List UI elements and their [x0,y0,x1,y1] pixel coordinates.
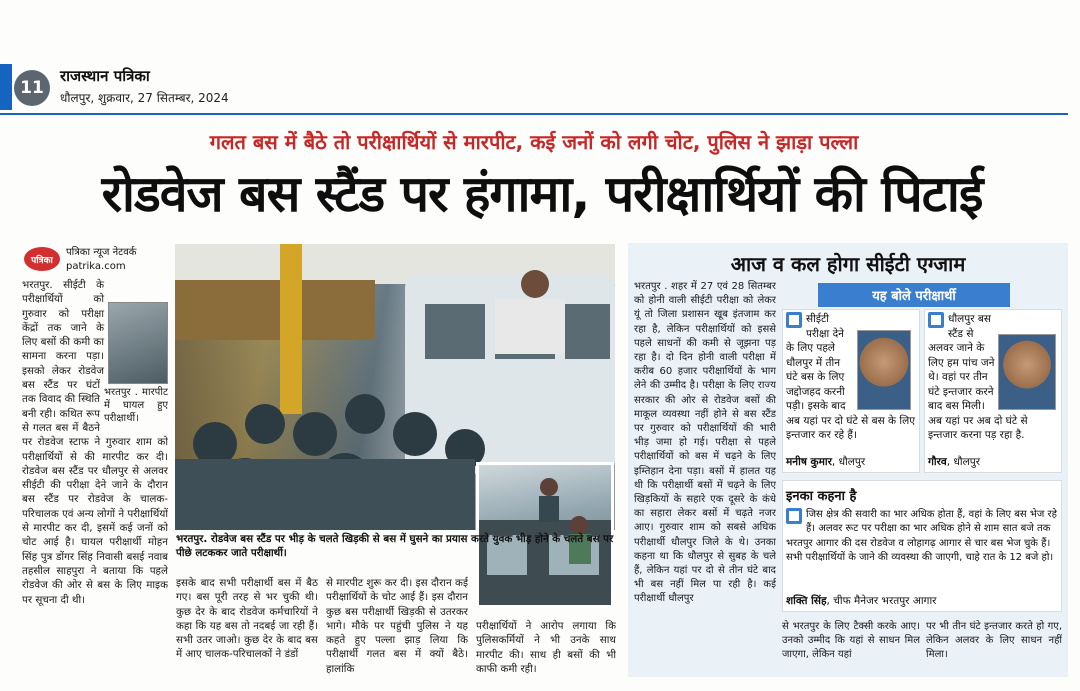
official-title: इनका कहना है [786,489,857,504]
sidebar-title: आज व कल होगा सीईटी एग्जाम [730,252,966,276]
dateline: धौलपुर, शुक्रवार, 27 सितम्बर, 2024 [60,91,229,105]
quote1-spacer [850,312,918,412]
paper-name: राजस्थान पत्रिका [60,67,150,85]
quote2-icon [928,312,944,328]
column-3-body: से मारपीट शुरू कर दी। इस दौरान कई परीक्षार्थियों के चोट आई हैं। इस दौरान कुछ बस परीक्षार्थी खिड़की से उतरकर भागे। मौके पर पहुंची पुलिस ने यह कहते हुए पल्ला झाड़ लिया कि परीक्षार्थी गलत बस में क्यों बैठे। हालांकि [326,577,468,675]
column-4-body: परीक्षार्थियों ने आरोप लगाया कि पुलिसकर्मियों ने भी उनके साथ मारपीट की। साथ ही बसों की भी काफी कमी रही। [476,620,616,675]
sidebar-body: भरतपुर . शहर में 27 एवं 28 सितम्बर को होनी वाली सीईटी परीक्षा को लेकर यूं तो जिला प्रशासन खूब इंतजाम कर रहा है, लेकिन परीक्षार्थियों को इससे पहले साधनों की कमी से जूझना पड़ रहा है। दो दिन होनी वाली परीक्षा में करीब 60 हजार परीक्षार्थियों के भाग लेने की उम्मीद है। परीक्षा के लिए राज्य सरकार की ओर से रोडवेज बसों की माकूल व्यवस्था नहीं होने से बस स्टैंड पर गुरुवार को परीक्षार्थियों की भारी भीड़ जमा हो गई। परीक्षा से पहले परीक्षार्थियों को बस में चढ़ने के लिए इम्तिहान देना पड़ा। बसों में हालत यह थी कि परीक्षार्थी बसों में चढ़ने के लिए खिड़कियों के सहारे एक दूसरे के कंधे का सहारा लेकर बसों में चढ़ते नजर आए। गुरुवार शाम को सबसे अधिक परीक्षार्थी धौलपुर जिले के थे। उनका कहना था कि धौलपुर से सुबह के चले हैं, लेकिन यहां पर दो से तीन घंटे बाद भी बस नहीं मिल पा रही है। कई परीक्षार्थी धौलपुर [634,281,776,605]
injured-photo [108,302,168,384]
byline-site: patrika.com [66,261,126,272]
quote1-attribution [786,455,918,470]
column-1-body [22,278,168,680]
quote1-name: मनीष कुमार [786,456,832,468]
byline-network: पत्रिका न्यूज नेटवर्क [66,247,137,258]
quote2-attribution [928,455,1060,470]
quote1-icon [786,312,802,328]
sidebar-bottom-col-1: से भरतपुर के लिए टैक्सी करके आए। उनको उम्मीद कि यहां से साधन मिल जाएगा, लेकिन यहां [782,621,920,661]
quote2-name: गौरव [928,456,947,468]
quote2-place: , धौलपुर [946,456,980,468]
page-number: 11 [14,70,50,106]
official-attribution [786,594,1058,609]
quote2-text-wrap [928,312,1060,444]
quote2-text: धौलपुर बस स्टैंड से अलवर जाने के लिए हम पांच जने थे। वहां पर तीन घंटे इन्तजार करने बाद बस मिली। अब यहां पर अब दो घंटे से इन्तजार करना पड़ रहा है. [928,313,1028,441]
quote1-text: सीईटी परीक्षा देने के लिए पहले धौलपुर में तीन घंटे बस के लिए जद्दोजहद करनी पड़ी। इसके बाद अब यहां पर दो घंटे से बस के लिए इन्तजार कर रहे हैं। [786,313,916,441]
column-1-text: भरतपुर. सीईटी के परीक्षार्थियों को गुरुवार को परीक्षा केंद्रों तक जाने के लिए बसों की कमी का सामना करना पड़ा। इसको लेकर रोडवेज बस स्टैंड पर घंटों तक विवाद की स्थिति बनी रही। कथित रूप से गलत बस में बैठने पर रोडवेज स्टाफ ने गुरुवार शाम को परीक्षार्थियों से की मारपीट कर दी। रोडवेज बस स्टैंड पर धौलपुर से अलवर सीईटी की परीक्षा देने जाने के दौरान बस स्टैंड पर रोडवेज के चालक-परिचालक एवं अन्य लोगों ने परीक्षार्थियों से मारपीट कर दी, इसमें कई जनों को चोट आई है। घायल परीक्षार्थी मोहन सिंह पुत्र डोंगर सिंह निवासी बसई नवाब तहसील साहपुरा ने बताया कि पहले रोडवेज की ओर से बस के लिए माइक पर सूचना दी थी। [22,279,168,606]
sidebar-bottom-col-2: पर भी तीन घंटे इन्तजार करते हो गए, लेकिन अलवर के लिए साधन नहीं मिला। [926,621,1062,661]
thumb-caption: भरतपुर . मारपीट में घायल हुए परीक्षार्थी। [104,387,168,424]
header-accent-bar [0,64,12,110]
photo-caption-text: भरतपुर. रोडवेज बस स्टैंड पर भीड़ के चलते खिड़की से बस में घुसने का प्रयास करते युवक भीड़ होने के चलते बस पर पीछे लटककर जाते परीक्षार्थी। [176,533,614,559]
quote1-place: , धौलपुर [831,456,866,468]
official-quote-icon [786,508,802,524]
header-rule [0,113,1068,115]
byline [66,246,136,274]
subheadline: गलत बस में बैठे तो परीक्षार्थियों से मारपीट, कई जनों को लगी चोट, पुलिस ने झाड़ा पल्ला [209,130,859,154]
official-role: , चीफ मैनेजर भरतपुर आगार [826,595,937,607]
quote2-spacer [996,312,1060,412]
quotes-title: यह बोले परीक्षार्थी [818,283,1010,307]
photo-caption [176,532,614,560]
headline: रोडवेज बस स्टैंड पर हंगामा, परीक्षार्थियों की पिटाई [101,165,983,223]
official-text: जिस क्षेत्र की सवारी का भार अधिक होता हैं, वहां के लिए बस भेज रहे हैं। अलवर रूट पर परीक्षा का भार अधिक होने से शाम सात बजे तक भरतपुर आगार की दस रोडवेज व लोहागढ़ आगार से चार बस भेज चुके हैं। सभी परीक्षार्थियों के जाने की व्यवस्था की जाएगी, चाहे रात के 12 बजे हो। [786,509,1057,563]
patrika-logo: पत्रिका [24,247,60,271]
official-text-wrap [786,508,1058,584]
column-2-body: इसके बाद सभी परीक्षार्थी बस में बैठ गए। बस पूरी तरह से भर चुकी थी। कुछ देर के बाद रोडवेज कर्मचारियों ने कहा कि यह बस तो नदबई जा रही हैं। सभी उतर जाओ। कुछ देर के बाद बस में आए चालक-परिचालकों ने डंडों [176,577,318,661]
official-name: शक्ति सिंह [786,595,827,607]
quote1-text-wrap [786,312,918,444]
